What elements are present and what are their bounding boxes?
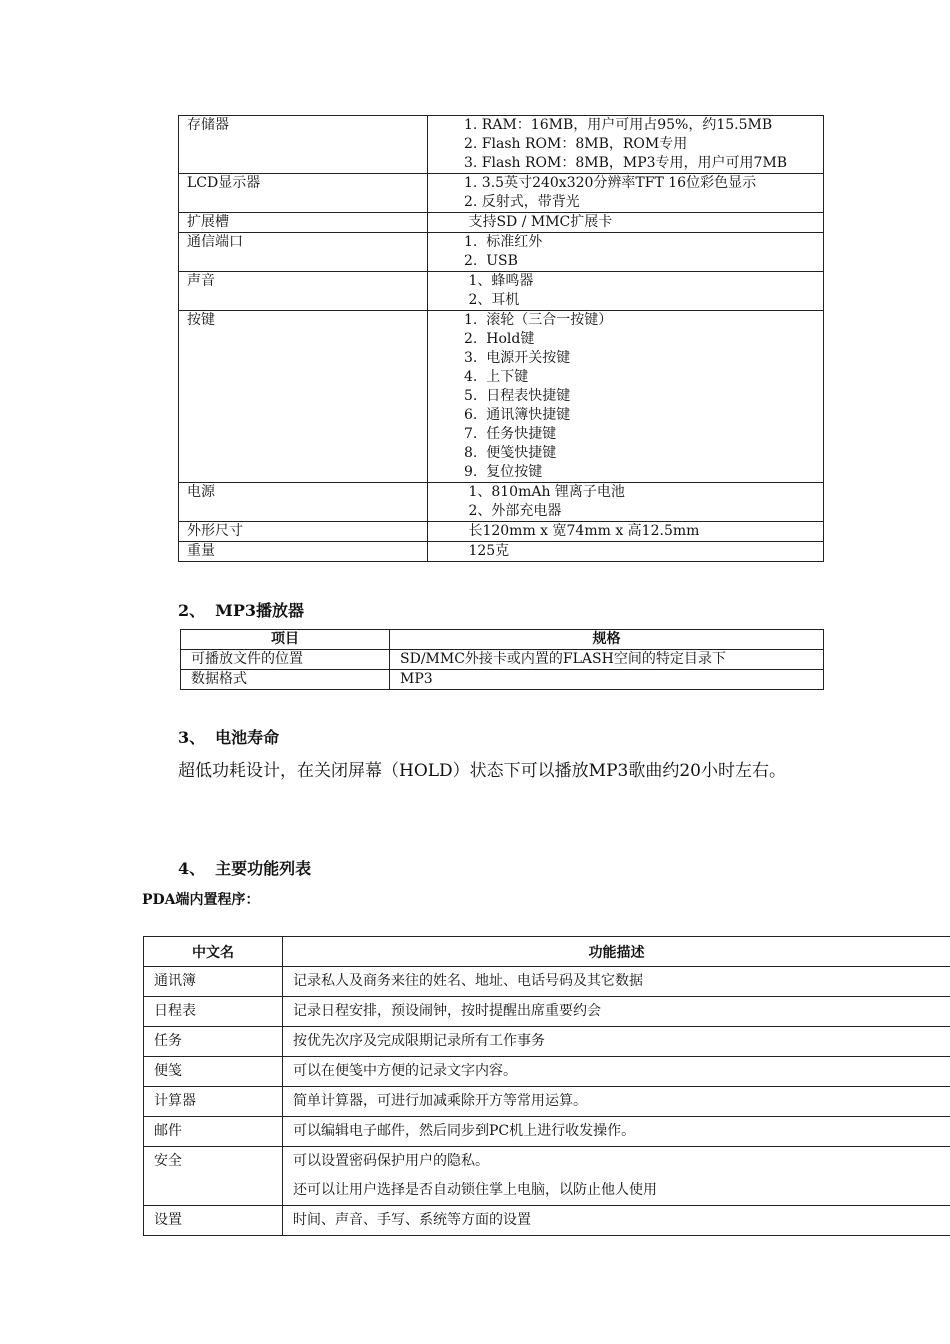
- spec-value-line: 1. RAM：16MB，用户可用占95%，约15.5MB: [464, 117, 773, 133]
- spec-value-line: 2. Hold键: [464, 331, 535, 347]
- pda-programs-label: PDA端内置程序：: [142, 892, 260, 908]
- function-name-cell: 邮件: [144, 1117, 283, 1147]
- spec-value-cell: [428, 213, 824, 233]
- table-row: [144, 967, 950, 997]
- table-row: [179, 213, 824, 233]
- function-desc-line: 可以编辑电子邮件，然后同步到PC机上进行收发操作。: [293, 1123, 636, 1139]
- function-name-cell: 便笺: [144, 1057, 283, 1087]
- spec-key-cell: 按键: [179, 311, 428, 483]
- table-cell: 可播放文件的位置: [181, 650, 390, 670]
- table-row: [179, 522, 824, 542]
- spec-key-cell: 电源: [179, 483, 428, 522]
- function-desc-line: 记录私人及商务来往的姓名、地址、电话号码及其它数据: [293, 973, 643, 989]
- spec-value-line: 支持SD / MMC扩展卡: [464, 214, 613, 230]
- table-cell: SD/MMC外接卡或内置的FLASH空间的特定目录下: [390, 650, 824, 670]
- table-row: [144, 997, 950, 1027]
- table-row: [181, 670, 824, 690]
- spec-value-line: 5. 日程表快捷键: [464, 388, 571, 404]
- section-heading-battery: [178, 725, 279, 748]
- spec-value-line: 1. 标准红外: [464, 234, 543, 250]
- function-name-cell: 通讯簿: [144, 967, 283, 997]
- table-row: [144, 1117, 950, 1147]
- spec-value-line: 9. 复位按键: [464, 464, 543, 480]
- table-cell: MP3: [390, 670, 824, 690]
- spec-value-cell: [428, 483, 824, 522]
- function-desc-line: 还可以让用户选择是否自动锁住掌上电脑，以防止他人使用: [293, 1182, 657, 1198]
- spec-value-line: 3. 电源开关按键: [464, 350, 571, 366]
- spec-value-cell: [428, 233, 824, 272]
- spec-value-line: 3. Flash ROM：8MB，MP3专用，用户可用7MB: [464, 155, 788, 171]
- spec-value-cell: [428, 174, 824, 213]
- table-row: [181, 650, 824, 670]
- function-name-cell: 任务: [144, 1027, 283, 1057]
- spec-key-cell: 重量: [179, 542, 428, 562]
- section-title: 主要功能列表: [215, 859, 312, 878]
- function-desc-cell: [283, 997, 950, 1027]
- table-row: [144, 1147, 950, 1206]
- function-desc-line: 记录日程安排，预设闹钟，按时提醒出席重要约会: [293, 1003, 601, 1019]
- table-header-cell: 中文名: [144, 937, 283, 967]
- function-desc-line: 简单计算器，可进行加减乘除开方等常用运算。: [293, 1093, 587, 1109]
- spec-key-cell: 扩展槽: [179, 213, 428, 233]
- function-name-cell: 日程表: [144, 997, 283, 1027]
- spec-value-line: 1. 3.5英寸240x320分辨率TFT 16位彩色显示: [464, 175, 757, 191]
- spec-value-cell: [428, 542, 824, 562]
- section-number: 2、: [178, 601, 206, 620]
- function-desc-cell: [283, 1117, 950, 1147]
- spec-value-line: 1、810mAh 锂离子电池: [464, 484, 625, 500]
- table-row: [179, 272, 824, 311]
- section-title: MP3播放器: [215, 601, 305, 620]
- spec-value-line: 2、耳机: [464, 292, 520, 308]
- section-heading-mp3: [178, 598, 304, 621]
- spec-value-cell: [428, 311, 824, 483]
- function-desc-cell: [283, 1027, 950, 1057]
- function-desc-line: 时间、声音、手写、系统等方面的设置: [293, 1212, 531, 1228]
- spec-value-cell: [428, 522, 824, 542]
- table-row: [179, 116, 824, 174]
- spec-value-line: 125克: [464, 543, 510, 559]
- spec-value-line: 2. USB: [464, 253, 518, 269]
- spec-key-cell: 声音: [179, 272, 428, 311]
- table-row: [179, 542, 824, 562]
- spec-key-cell: 存储器: [179, 116, 428, 174]
- function-desc-cell: [283, 1087, 950, 1117]
- table-header-cell: 功能描述: [283, 937, 950, 967]
- battery-paragraph: 超低功耗设计，在关闭屏幕（HOLD）状态下可以播放MP3歌曲约20小时左右。: [178, 761, 786, 781]
- function-desc-line: 按优先次序及完成限期记录所有工作事务: [293, 1033, 545, 1049]
- mp3-table: [180, 629, 824, 690]
- section-heading-functions: [178, 856, 311, 879]
- table-row: [144, 1206, 950, 1236]
- spec-value-line: 2、外部充电器: [464, 503, 562, 519]
- spec-table: [178, 115, 824, 562]
- spec-key-cell: 通信端口: [179, 233, 428, 272]
- function-desc-cell: [283, 967, 950, 997]
- function-desc-cell: [283, 1206, 950, 1236]
- spec-value-line: 7. 任务快捷键: [464, 426, 557, 442]
- section-number: 3、: [178, 728, 206, 747]
- function-table: [143, 936, 950, 1236]
- table-header-cell: 规格: [390, 630, 824, 650]
- table-row: [179, 174, 824, 213]
- function-desc-line: 可以设置密码保护用户的隐私。: [293, 1153, 489, 1169]
- spec-key-cell: LCD显示器: [179, 174, 428, 213]
- spec-value-line: 2. Flash ROM：8MB，ROM专用: [464, 136, 688, 152]
- table-row: [179, 233, 824, 272]
- function-name-cell: 计算器: [144, 1087, 283, 1117]
- table-header-row: [144, 937, 950, 967]
- spec-value-line: 1. 滚轮（三合一按键）: [464, 312, 613, 328]
- table-cell: 数据格式: [181, 670, 390, 690]
- spec-value-line: 8. 便笺快捷键: [464, 445, 557, 461]
- function-desc-cell: [283, 1057, 950, 1087]
- function-desc-line: 可以在便笺中方便的记录文字内容。: [293, 1063, 517, 1079]
- spec-value-cell: [428, 116, 824, 174]
- table-row: [144, 1027, 950, 1057]
- section-number: 4、: [178, 859, 206, 878]
- table-header-cell: 项目: [181, 630, 390, 650]
- table-row: [179, 311, 824, 483]
- spec-value-line: 4. 上下键: [464, 369, 529, 385]
- section-title: 电池寿命: [215, 728, 280, 747]
- spec-value-line: 1、蜂鸣器: [464, 273, 534, 289]
- table-header-row: [181, 630, 824, 650]
- function-name-cell: 设置: [144, 1206, 283, 1236]
- function-desc-cell: [283, 1147, 950, 1206]
- table-row: [144, 1087, 950, 1117]
- spec-value-line: 6. 通讯簿快捷键: [464, 407, 571, 423]
- table-row: [144, 1057, 950, 1087]
- table-row: [179, 483, 824, 522]
- spec-value-cell: [428, 272, 824, 311]
- spec-value-line: 2. 反射式，带背光: [464, 194, 580, 210]
- function-name-cell: 安全: [144, 1147, 283, 1206]
- spec-value-line: 长120mm x 宽74mm x 高12.5mm: [464, 523, 700, 539]
- spec-key-cell: 外形尺寸: [179, 522, 428, 542]
